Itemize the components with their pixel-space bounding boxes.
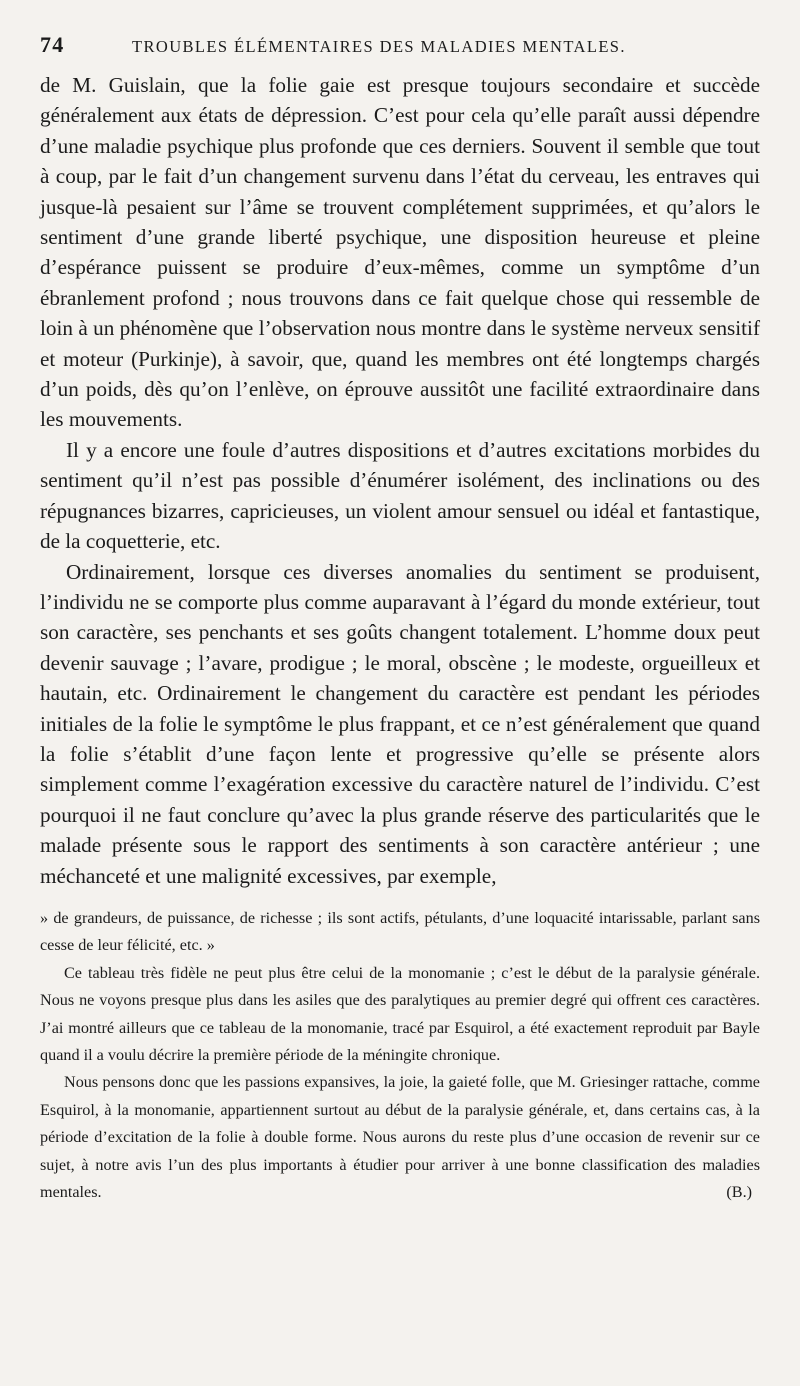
running-title: TROUBLES ÉLÉMENTAIRES DES MALADIES MENTALES. <box>132 37 626 56</box>
footnote-block <box>40 905 760 1206</box>
footnote-paragraph <box>40 1069 760 1206</box>
footnote-paragraph: Ce tableau très fidèle ne peut plus être celui de la monomanie ; c’est le début de la paralysie générale. Nous ne voyons presque plus dans les asiles que des paralytiques au premier degré qui offrent ces caractères. J’ai montré ailleurs que ce tableau de la monomanie, tracé par Esquirol, a été exactement reproduit par Bayle quand il a voulu décrire la première période de la méningite chronique. <box>40 963 760 1064</box>
running-head <box>40 32 760 68</box>
main-text <box>40 70 760 891</box>
page-number: 74 <box>40 32 65 57</box>
paragraph-continuation: de M. Guislain, que la folie gaie est presque toujours secondaire et succède généralement aux états de dépression. C’est pour cela qu’elle paraît aussi dépendre d’une maladie psychique plus profonde que ces derniers. Souvent il semble que tout à coup, par le fait d’un changement survenu dans l’état du cerveau, les entraves qui jusque-là pesaient sur l’âme se trouvent complétement supprimées, et qu’alors le sentiment d’une grande liberté psychique, une disposition heureuse et pleine d’espérance puissent se produire d’eux-mêmes, comme un symptôme d’un ébranlement profond ; nous trouvons dans ce fait quelque chose qui ressemble de loin à un phénomène que l’observation nous montre dans le système nerveux sensitif et moteur (Purkinje), à savoir, que, quand les membres ont été longtemps chargés d’un poids, dès qu’on l’enlève, on éprouve aussitôt une facilité extraordinaire dans les mouvements. <box>40 73 760 432</box>
footnote-quote: » de grandeurs, de puissance, de richesse ; ils sont actifs, pétulants, d’une loquacité intarissable, parlant sans cesse de leur félicité, etc. » <box>40 908 760 955</box>
footnote-paragraph-text: Nous pensons donc que les passions expansives, la joie, la gaieté folle, que M. Griesinger rattache, comme Esquirol, à la monomanie, appartiennent surtout au début de la paralysie générale, et, dans certains cas, à la période d’excitation de la folie à double forme. Nous aurons du reste plus d’une occasion de revenir sur ce sujet, à notre avis l’un des plus importants à étudier pour arriver à une bonne classification des maladies mentales. <box>40 1073 760 1202</box>
paragraph: Il y a encore une foule d’autres dispositions et d’autres excitations morbides du sentiment qu’il n’est pas possible d’énumérer isolément, des inclinations ou des répugnances bizarres, capricieuses, un violent amour sensuel ou idéal et fantastique, de la coquetterie, etc. <box>40 437 760 554</box>
paragraph: Ordinairement, lorsque ces diverses anomalies du sentiment se produisent, l’individu ne se comporte plus comme auparavant à l’égard du monde extérieur, tout son caractère, ses penchants et ses goûts changent totalement. L’homme doux peut devenir sauvage ; l’avare, prodigue ; le moral, obscène ; le modeste, orgueilleux et hautain, etc. Ordinairement le changement du caractère est pendant les périodes initiales de la folie le symptôme le plus frappant, et ce n’est généralement que quand la folie s’établit d’une façon lente et progressive qu’elle se présente alors simplement comme l’exagération excessive du caractère naturel de l’individu. C’est pourquoi il ne faut conclure qu’avec la plus grande réserve des particularités que le malade présente sous le rapport des sentiments à son caractère antérieur ; une méchanceté et une malignité excessives, par exemple, <box>40 559 760 888</box>
footnote-signature: (B.) <box>726 1183 752 1202</box>
